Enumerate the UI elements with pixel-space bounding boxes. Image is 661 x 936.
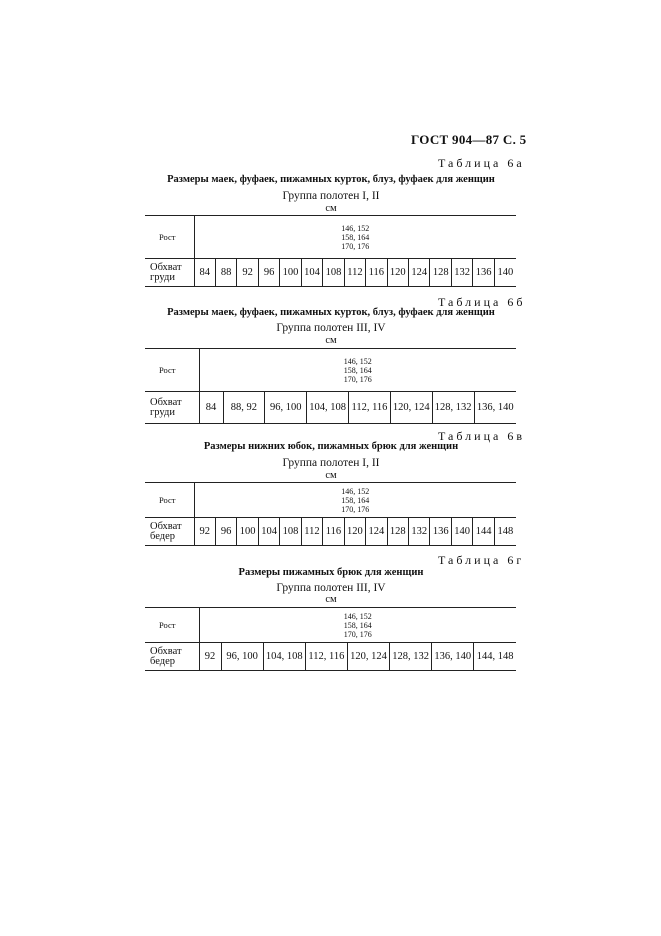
rost-label: Рост (145, 216, 194, 259)
size-value: 132 (451, 259, 472, 287)
size-value: 140 (451, 518, 472, 546)
girth-row (145, 392, 516, 424)
height-range: 158, 164 (341, 495, 370, 505)
hip-label (145, 643, 199, 671)
rost-label: Рост (145, 349, 199, 392)
rost-row (145, 216, 516, 259)
size-value: 120, 124 (390, 392, 432, 424)
size-value: 120 (344, 518, 365, 546)
size-value: 116 (323, 518, 344, 546)
size-value: 136, 140 (474, 392, 516, 424)
size-value: 108 (280, 518, 301, 546)
size-value: 92 (194, 518, 215, 546)
table-6g-unit: см (325, 594, 337, 605)
table-6b-label: Таблица 6б (438, 295, 526, 309)
girth-label-line: Обхват (150, 261, 182, 273)
size-value: 132 (409, 518, 430, 546)
table-6v-group: Группа полотен I, II (282, 457, 380, 469)
size-value: 144, 148 (474, 643, 516, 671)
girth-label-line: груди (150, 406, 175, 418)
size-value: 96 (215, 518, 236, 546)
size-value: 128 (430, 259, 451, 287)
table-6v-title: Размеры нижних юбок, пижамных брюк для женщин (203, 441, 459, 452)
hip-label-line: Обхват (150, 520, 182, 532)
size-table-6v (145, 482, 516, 546)
rost-row (145, 483, 516, 518)
table-6a-title: Размеры маек, фуфаек, пижамных курток, блуз, фуфаек для женщин (167, 174, 495, 185)
size-value: 104, 108 (307, 392, 349, 424)
size-value: 136 (430, 518, 451, 546)
size-value: 112 (301, 518, 322, 546)
size-value: 124 (366, 518, 387, 546)
size-value: 92 (237, 259, 258, 287)
height-range: 170, 176 (343, 629, 372, 639)
size-value: 104, 108 (263, 643, 305, 671)
size-value: 128 (387, 518, 408, 546)
girth-label-line: груди (150, 271, 175, 283)
hip-label-line: бедер (150, 655, 175, 667)
heights-cell (194, 216, 516, 259)
size-value: 96, 100 (221, 643, 263, 671)
height-range: 146, 152 (343, 356, 372, 366)
height-range: 146, 152 (341, 486, 370, 496)
size-value: 104 (301, 259, 322, 287)
girth-label (145, 259, 194, 287)
height-range: 158, 164 (343, 365, 372, 375)
size-value: 144 (473, 518, 494, 546)
height-range: 146, 152 (341, 223, 370, 233)
size-value: 100 (280, 259, 301, 287)
size-value: 100 (237, 518, 258, 546)
size-value: 88 (215, 259, 236, 287)
size-value: 84 (194, 259, 215, 287)
table-6b-title: Размеры маек, фуфаек, пижамных курток, блуз, фуфаек для женщин (167, 307, 495, 318)
table-6b-group: Группа полотен III, IV (276, 322, 386, 334)
table-6v-unit: см (325, 470, 337, 481)
hip-row (145, 643, 516, 671)
size-table-6b (145, 348, 516, 424)
height-range: 170, 176 (343, 374, 372, 384)
size-value: 136 (473, 259, 494, 287)
size-value: 136, 140 (432, 643, 474, 671)
size-value: 120 (387, 259, 408, 287)
size-value: 140 (494, 259, 516, 287)
height-range: 158, 164 (341, 232, 370, 242)
size-value: 124 (409, 259, 430, 287)
size-value: 120, 124 (347, 643, 389, 671)
size-value: 88, 92 (223, 392, 265, 424)
table-6a-unit: см (325, 203, 337, 214)
rost-label: Рост (145, 608, 199, 643)
size-table-6a (145, 215, 516, 287)
girth-label (145, 392, 199, 424)
hip-label-line: бедер (150, 530, 175, 542)
table-6b-unit: см (325, 335, 337, 346)
heights-cell (194, 483, 516, 518)
page-header: ГОСТ 904—87 С. 5 (411, 132, 527, 147)
rost-label: Рост (145, 483, 194, 518)
table-6a-group: Группа полотен I, II (282, 190, 380, 202)
size-value: 112, 116 (305, 643, 347, 671)
table-6a-label: Таблица 6а (438, 156, 525, 170)
size-value: 112, 116 (349, 392, 391, 424)
size-value: 112 (344, 259, 365, 287)
rost-row (145, 349, 516, 392)
heights-cell (199, 608, 516, 643)
hip-label-line: Обхват (150, 645, 182, 657)
size-value: 116 (366, 259, 387, 287)
size-table-6g (145, 607, 516, 671)
height-range: 146, 152 (343, 611, 372, 621)
size-value: 96 (258, 259, 279, 287)
girth-label-line: Обхват (150, 396, 182, 408)
size-value: 96, 100 (265, 392, 307, 424)
size-value: 108 (323, 259, 344, 287)
height-range: 158, 164 (343, 620, 372, 630)
size-value: 148 (494, 518, 516, 546)
table-6g-label: Таблица 6г (438, 553, 525, 567)
size-value: 128, 132 (390, 643, 432, 671)
size-value: 104 (258, 518, 279, 546)
table-6g-title: Размеры пижамных брюк для женщин (238, 567, 424, 578)
table-6g-group: Группа полотен III, IV (276, 582, 386, 594)
rost-row (145, 608, 516, 643)
hip-label (145, 518, 194, 546)
size-value: 84 (199, 392, 223, 424)
height-range: 170, 176 (341, 504, 370, 514)
size-value: 92 (199, 643, 221, 671)
height-range: 170, 176 (341, 241, 370, 251)
girth-row (145, 259, 516, 287)
hip-row (145, 518, 516, 546)
size-value: 128, 132 (432, 392, 474, 424)
table-6v-label: Таблица 6в (438, 429, 525, 443)
heights-cell (199, 349, 516, 392)
